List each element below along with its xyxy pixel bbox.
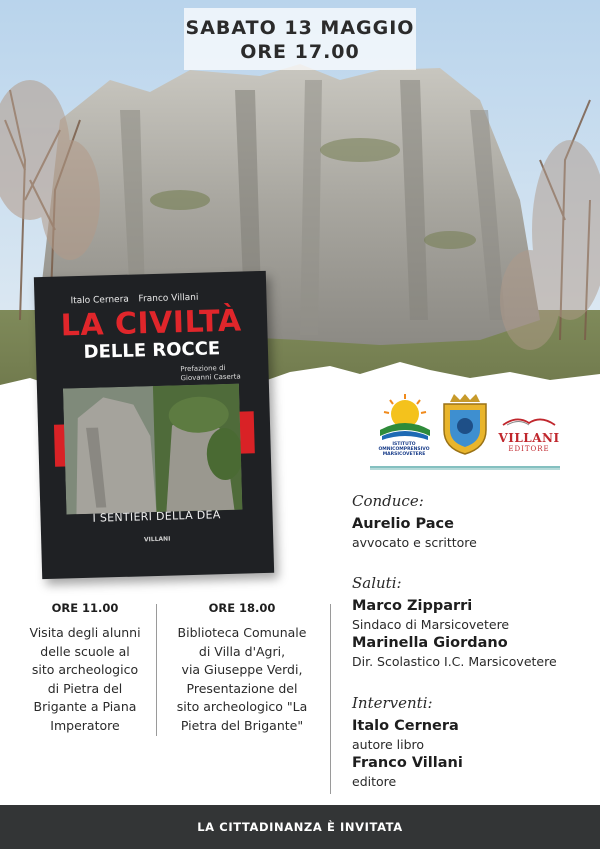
book-subtitle: I SENTIERI DELLA DEA <box>92 508 221 525</box>
program-morning-line: Brigante a Piana <box>33 699 137 714</box>
sponsor-logos <box>370 392 565 472</box>
program-evening-line: Pietra del Brigante" <box>180 717 304 733</box>
program-evening <box>167 600 317 735</box>
saluti-name-2: Marinella Giordano <box>352 635 508 651</box>
villani-name: VILLANI <box>498 431 560 445</box>
interventi-role-1: autore libro <box>352 737 425 752</box>
date-banner <box>184 8 416 70</box>
villani-book-icon <box>499 413 559 427</box>
villani-editore-logo <box>494 412 564 453</box>
book-cover <box>34 271 274 579</box>
interventi-name-1: Italo Cernera <box>352 718 459 734</box>
book-author-1: Italo Cernera <box>70 294 130 307</box>
logos-underline <box>370 466 560 470</box>
event-date: SABATO 13 MAGGIO <box>185 17 415 39</box>
book-preface-author: Giovanni Caserta <box>180 372 241 383</box>
book-preface-label: Prefazione di <box>180 363 226 374</box>
interventi-label: Interventi: <box>352 694 433 712</box>
program-divider-2 <box>330 604 331 794</box>
program-morning-line: Visita degli alunni <box>29 625 141 640</box>
event-time: ORE 17.00 <box>240 41 360 63</box>
program-evening-time: ORE 18.00 <box>208 601 276 615</box>
program-divider-1 <box>156 604 157 736</box>
book-preface <box>180 364 241 384</box>
program-morning <box>10 600 160 735</box>
footer-invitation: LA CITTADINANZA È INVITATA <box>197 820 403 834</box>
program-morning-line: Imperatore <box>50 717 120 733</box>
program-evening-line: sito archeologico "La <box>176 699 308 714</box>
interventi-section <box>352 694 592 790</box>
footer-bar <box>0 805 600 849</box>
saluti-name-1: Marco Zipparri <box>352 598 473 614</box>
saluti-label: Saluti: <box>352 574 402 592</box>
conduce-role: avvocato e scrittore <box>352 535 477 550</box>
conduce-section <box>352 492 592 551</box>
municipality-crest-icon <box>440 394 490 456</box>
program-morning-line: delle scuole al <box>40 643 130 659</box>
school-logo-icon <box>372 392 438 444</box>
conduce-name: Aurelio Pace <box>352 516 454 532</box>
program-morning-line: sito archeologico <box>31 662 139 677</box>
interventi-role-2: editore <box>352 774 397 789</box>
saluti-role-1: Sindaco di Marsicovetere <box>352 617 510 632</box>
book-authors <box>34 291 266 307</box>
villani-subtitle: EDITORE <box>508 445 550 453</box>
book-title-line-1: LA CIVILTÀ <box>60 303 243 344</box>
program-morning-line: di Pietra del <box>47 680 123 696</box>
conduce-label: Conduce: <box>352 492 424 510</box>
program-morning-text <box>10 624 160 735</box>
book-cover-photo <box>63 384 242 515</box>
book-author-2: Franco Villani <box>138 292 199 305</box>
book-title-line-2: DELLE ROCCE <box>83 338 221 363</box>
school-logo-caption: ISTITUTO OMNICOMPRENSIVO MARSICOVETERE <box>378 442 430 457</box>
program-evening-line: di Villa d'Agri, <box>198 643 286 659</box>
program-evening-line: via Giuseppe Verdi, <box>181 662 303 677</box>
interventi-name-2: Franco Villani <box>352 755 463 771</box>
program-evening-line: Presentazione del <box>186 680 298 696</box>
program-morning-time: ORE 11.00 <box>51 601 119 615</box>
saluti-role-2: Dir. Scolastico I.C. Marsicovetere <box>352 654 557 669</box>
saluti-section <box>352 574 592 670</box>
program-evening-text <box>167 624 317 735</box>
program-evening-line: Biblioteca Comunale <box>177 625 307 640</box>
book-publisher-mark: VILLANI <box>143 535 171 544</box>
